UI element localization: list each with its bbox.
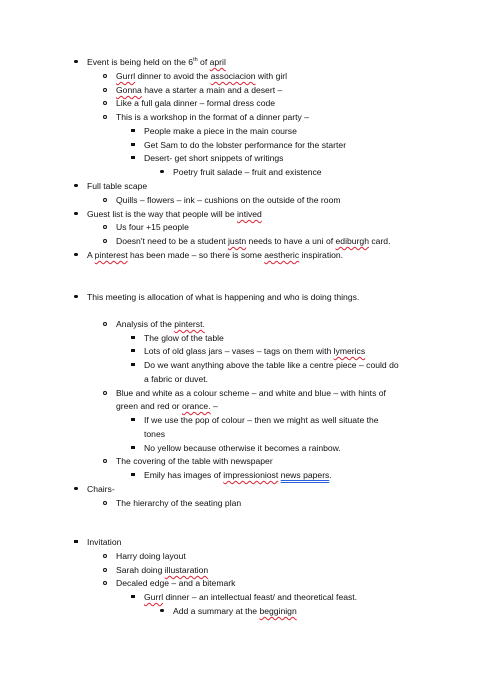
text-run: with girl — [255, 71, 288, 81]
square-bullet-icon — [128, 153, 138, 164]
misspelled-word: justn — [228, 236, 247, 246]
text-run: of — [197, 57, 210, 67]
text-run: Lots of old glass jars – vases – tags on them with — [144, 346, 334, 356]
list-item: Chairs- — [87, 484, 115, 494]
list-item: The hierarchy of the seating plan — [116, 498, 242, 508]
text-run: Add a summary at the — [173, 606, 260, 616]
misspelled-word: aestheric — [264, 250, 300, 260]
list-item: This is a workshop in the format of a dinner party – — [116, 112, 309, 122]
list-item: People make a piece in the main course — [144, 126, 297, 136]
text-superscript: th — [193, 57, 198, 64]
circle-bullet-icon — [100, 456, 110, 467]
list-item: Like a full gala dinner – formal dress code — [116, 98, 276, 108]
misspelled-word: illustaration — [164, 565, 209, 575]
square-bullet-icon — [71, 537, 81, 548]
text-run: has been made – so there is some — [127, 250, 265, 260]
list-item — [173, 606, 297, 617]
list-item — [116, 565, 208, 576]
circle-bullet-icon — [100, 565, 110, 576]
list-item — [87, 209, 262, 220]
bullet-icon — [157, 606, 167, 617]
square-bullet-icon — [128, 346, 138, 357]
list-item — [116, 85, 282, 96]
list-item: The covering of the table with newspaper — [116, 456, 273, 466]
text-run: Guest list is the way that people will be — [87, 209, 237, 219]
text-run: Emily has images of — [144, 470, 224, 480]
list-item: No yellow because otherwise it becomes a rainbow. — [144, 443, 341, 453]
misspelled-word: Gurrl — [144, 592, 164, 602]
list-item: Do we want anything above the table like a centre piece – could do — [144, 360, 399, 370]
text-run: needs to have a uni of — [246, 236, 336, 246]
list-item — [144, 346, 365, 357]
misspelled-word: pinterest — [94, 250, 128, 260]
text-run: card. — [368, 236, 391, 246]
circle-bullet-icon — [100, 319, 110, 330]
list-item — [144, 592, 357, 603]
list-item — [116, 71, 287, 82]
text-run: Sarah doing — [116, 565, 165, 575]
circle-bullet-icon — [100, 388, 110, 399]
square-bullet-icon — [128, 126, 138, 137]
text-run: have a starter a main and a desert – — [141, 85, 283, 95]
text-run: green and red or — [116, 401, 182, 411]
square-bullet-icon — [128, 592, 138, 603]
bullet-icon — [71, 209, 81, 220]
circle-bullet-icon — [100, 236, 110, 247]
circle-bullet-icon — [100, 578, 110, 589]
misspelled-word: Gonna — [116, 85, 142, 95]
list-item: Blue and white as a colour scheme – and white and blue – with hints of — [116, 388, 386, 398]
list-item: This meeting is allocation of what is happening and who is doing things. — [87, 292, 360, 302]
misspelled-word: ediburgh — [335, 236, 369, 246]
text-run: dinner – an intellectual feast/ and theoretical feast. — [163, 592, 358, 602]
misspelled-word: impressioniost — [223, 470, 279, 480]
bullet-icon — [71, 250, 81, 261]
list-item — [116, 319, 205, 330]
circle-bullet-icon — [100, 195, 110, 206]
text-run: . — [329, 470, 332, 480]
list-item: Quills – flowers – ink – cushions on the outside of the room — [116, 195, 341, 205]
misspelled-word: pinterst. — [174, 319, 205, 329]
text-run: – — [210, 401, 218, 411]
misspelled-word: lymerics — [333, 346, 366, 356]
grammar-flagged-word: news papers — [280, 470, 330, 480]
list-item: Invitation — [87, 537, 122, 547]
misspelled-word: Gurrl — [116, 71, 136, 81]
text-run: Analysis of the — [116, 319, 175, 329]
list-item-continuation — [116, 401, 218, 412]
text-run: A — [87, 250, 95, 260]
square-bullet-icon — [128, 140, 138, 151]
list-item — [87, 57, 226, 68]
square-bullet-icon — [128, 443, 138, 454]
text-run: Doesn't need to be a student — [116, 236, 229, 246]
list-item: The glow of the table — [144, 333, 224, 343]
circle-bullet-icon — [100, 551, 110, 562]
list-item: Harry doing layout — [116, 551, 186, 561]
bullet-icon — [157, 167, 167, 178]
square-bullet-icon — [128, 333, 138, 344]
list-item — [116, 236, 390, 247]
square-bullet-icon — [128, 470, 138, 481]
list-item — [144, 470, 332, 481]
list-item: Decaled edge – and a bitemark — [116, 578, 236, 588]
circle-bullet-icon — [100, 222, 110, 233]
text-run: Event is being held on the 6 — [87, 57, 194, 67]
list-item: Us four +15 people — [116, 222, 189, 232]
misspelled-word: associacion — [210, 71, 256, 81]
misspelled-word: orance. — [181, 401, 211, 411]
circle-bullet-icon — [100, 112, 110, 123]
misspelled-word: april — [209, 57, 226, 67]
text-run: dinner to avoid the — [135, 71, 211, 81]
text-run: inspiration. — [299, 250, 344, 260]
list-item: Desert- get short snippets of writings — [144, 153, 284, 163]
list-item: Get Sam to do the lobster performance for the starter — [144, 140, 347, 150]
bullet-icon — [71, 484, 81, 495]
bullet-icon — [71, 181, 81, 192]
square-bullet-icon — [128, 360, 138, 371]
list-item: Full table scape — [87, 181, 148, 191]
list-item-continuation: tones — [144, 429, 166, 439]
misspelled-word: begginign — [259, 606, 297, 616]
circle-bullet-icon — [100, 498, 110, 509]
circle-bullet-icon — [100, 71, 110, 82]
bullet-icon — [71, 57, 81, 68]
misspelled-word: intived — [237, 209, 262, 219]
square-bullet-icon — [128, 415, 138, 426]
circle-bullet-icon — [100, 85, 110, 96]
list-item: Poetry fruit salade – fruit and existence — [173, 167, 322, 177]
list-item — [87, 250, 343, 261]
list-item-continuation: a fabric or duvet. — [144, 374, 209, 384]
bullet-icon — [71, 292, 81, 303]
circle-bullet-icon — [100, 98, 110, 109]
list-item: If we use the pop of colour – then we might as well situate the — [144, 415, 379, 425]
